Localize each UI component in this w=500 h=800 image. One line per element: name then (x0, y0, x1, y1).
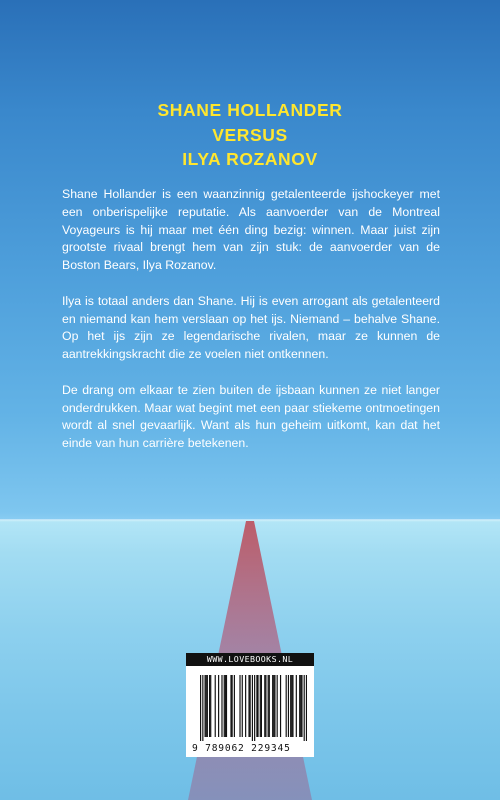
book-blurb (62, 186, 440, 471)
barcode-bar (268, 675, 269, 737)
isbn-barcode (200, 675, 307, 741)
barcode-bar (264, 675, 265, 737)
barcode-bar (288, 675, 289, 737)
barcode-bar (232, 675, 233, 737)
isbn-number: 9 789062 229345 (192, 743, 291, 754)
barcode-bar (218, 675, 219, 737)
barcode-bar (230, 675, 231, 737)
barcode-bar (286, 675, 287, 737)
blurb-paragraph-3: De drang om elkaar te zien buiten de ijsbaan kunnen ze niet langer onderdrukken. Maar wat begint met een paar stiekeme ontmoetingen wordt al snel gevaarlijk. Want als hun geheim uitkomt, kan dat het einde van hun carrière betekenen. (62, 382, 440, 451)
barcode-bar (225, 675, 226, 737)
blurb-paragraph-1: Shane Hollander is een waanzinnig getalenteerde ijshockeyer met een onberispelijke reputatie. Als aanvoerder van de Montreal Voyageurs is hij maar met één ding bezig: winnen. Maar juist zijn grootste rivaal brengt hem van zijn stuk: de aanvoerder van de Boston Bears, Ilya Rozanov. (62, 187, 440, 273)
barcode-bar (248, 675, 249, 737)
barcode-bar (234, 675, 235, 737)
barcode-bar (274, 675, 275, 737)
barcode-bar (269, 675, 270, 737)
barcode-bar (207, 675, 208, 737)
barcode-bar (257, 675, 258, 737)
barcode-bar (209, 675, 210, 737)
barcode-bar (250, 675, 251, 737)
barcode-bar (256, 675, 257, 737)
barcode-bar (306, 675, 307, 741)
barcode-bar (273, 675, 274, 737)
title-line-1: SHANE HOLLANDER (157, 100, 343, 120)
barcode-bar (242, 675, 243, 737)
barcode-bar (221, 675, 222, 737)
barcode-bar (205, 675, 206, 737)
barcode-bar (239, 675, 240, 737)
barcode-block (186, 653, 314, 757)
barcode-bar (210, 675, 211, 737)
barcode-bar (215, 675, 216, 737)
barcode-bar (206, 675, 207, 737)
barcode-bar (261, 675, 262, 737)
barcode-bar (200, 675, 201, 741)
barcode-bar (300, 675, 301, 737)
barcode-bar (260, 675, 261, 737)
barcode-bar (301, 675, 302, 737)
title-line-2: VERSUS (212, 124, 288, 145)
barcode-bar (280, 675, 281, 737)
title-line-3: ILYA ROZANOV (182, 149, 318, 169)
barcode-bar (299, 675, 300, 737)
book-title (0, 98, 500, 172)
barcode-bar (272, 675, 273, 737)
barcode-bar (296, 675, 297, 737)
barcode-bar (277, 675, 278, 737)
barcode-bar (304, 675, 305, 741)
barcode-bar (292, 675, 293, 737)
barcode-bar (291, 675, 292, 737)
barcode-bar (226, 675, 227, 737)
publisher-website: WWW.LOVEBOOKS.NL (186, 653, 314, 666)
barcode-bar (290, 675, 291, 737)
barcode-bar (202, 675, 203, 741)
barcode-bar (224, 675, 225, 737)
barcode-bar (265, 675, 266, 737)
barcode-bar (245, 675, 246, 737)
barcode-bar (254, 675, 255, 741)
barcode-area (186, 666, 314, 743)
blurb-paragraph-2: Ilya is totaal anders dan Shane. Hij is even arrogant als getalenteerd en niemand kan hem verslaan op het ijs. Niemand – behalve Shane. Op het ijs zijn ze legendarische rivalen, maar ze kunnen de aantrekkingskracht die ze voelen niet ontkennen. (62, 293, 440, 362)
barcode-bar (252, 675, 253, 741)
